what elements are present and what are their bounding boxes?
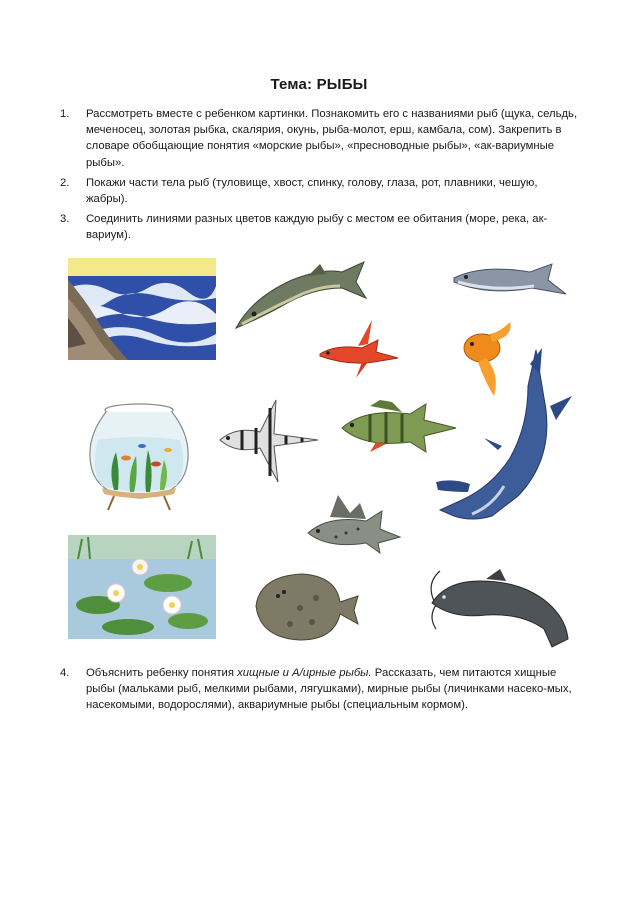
task-text-italic: хищные и А/ирные рыбы.	[237, 667, 372, 679]
angelfish-icon	[216, 398, 322, 484]
swordtail-icon	[318, 318, 400, 380]
herring-icon	[452, 260, 570, 300]
task-text-end: Рассказать, чем питаются хищные рыбы (мальками рыб, мелкими рыбами, лягушками), мирные рыбы (личинками насеко-мых, насекомыми, водорослями), аквариумные рыбы (специальным кормом).	[86, 667, 572, 712]
task-item-2	[60, 175, 580, 207]
task-text: Покажи части тела рыб (туловище, хвост, спинку, голову, глаза, рот, плавники, чешую, жабры).	[86, 176, 538, 206]
ruffe-icon	[306, 493, 402, 555]
task-number: 4.	[60, 667, 70, 679]
catfish-icon	[426, 563, 576, 649]
task-text: Рассмотреть вместе с ребенком картинки. Познакомить его с названиями рыб (щука, сельдь, меченосец, золотая рыбка, скалярия, окунь, рыба-молот, ерш, камбала, сом). Закрепить в словаре обобщающие понятия «морские рыбы», «пресноводные рыбы», «ак-вариумные рыбы».	[86, 108, 578, 169]
sea-icon	[68, 258, 216, 360]
aquarium-icon	[84, 400, 194, 512]
flounder-icon	[250, 568, 360, 644]
task-item-4	[60, 665, 580, 714]
task-item-1	[60, 106, 580, 171]
task-list-bottom	[60, 665, 580, 718]
task-number: 2.	[60, 176, 70, 189]
task-list	[60, 106, 580, 248]
task-item-3	[60, 211, 580, 243]
task-number: 3.	[60, 213, 70, 226]
hammerhead-icon	[432, 346, 574, 526]
task-text-start: Объяснить ребенку понятия	[86, 667, 238, 679]
page-title: Тема: РЫБЫ	[270, 76, 368, 93]
task-number: 1.	[60, 108, 70, 120]
task-text: Соединить линиями разных цветов каждую рыбу с местом ее обитания (море, река, ак-вариум).	[86, 213, 548, 242]
pond-icon	[68, 535, 216, 639]
